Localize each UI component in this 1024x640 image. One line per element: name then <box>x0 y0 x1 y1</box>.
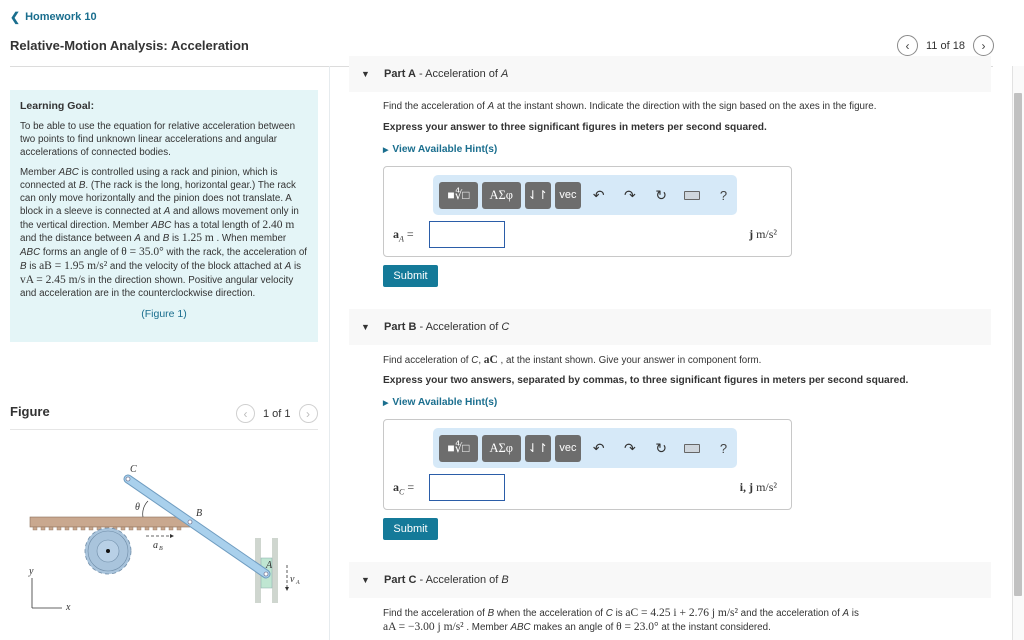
svg-text:x: x <box>66 602 71 613</box>
part-a-instruction: Express your answer to three significant figures in meters per second squared. <box>383 122 767 133</box>
learning-goal-text: To be able to use the equation for relative acceleration between two points to find unknown linear accelerations and angular accelerations of connected bodies. <box>20 121 296 158</box>
part-a-answer-input[interactable] <box>429 221 505 248</box>
collapse-triangle-icon: ▼ <box>361 69 370 79</box>
reset-icon[interactable]: ↻ <box>655 186 667 203</box>
svg-text:C: C <box>130 464 137 475</box>
caret-right-icon: ▶ <box>383 147 389 154</box>
part-a-answer-box <box>383 166 792 257</box>
math-toolbar <box>433 175 737 215</box>
fraction-root-template-button[interactable]: ■∜□ <box>439 182 478 209</box>
scrollbar-thumb[interactable] <box>1014 93 1022 596</box>
vA-value: vA = 2.45 m/s <box>20 273 86 286</box>
part-b-hints-link[interactable]: ▶ View Available Hint(s) <box>383 397 498 408</box>
help-icon[interactable]: ? <box>719 440 728 456</box>
greek-symbols-button[interactable]: ΑΣφ <box>482 435 521 462</box>
figure-pager <box>236 404 318 423</box>
rack-pinion-figure <box>20 450 320 625</box>
collapse-triangle-icon: ▼ <box>361 322 370 332</box>
figure-divider <box>10 429 318 430</box>
problem-counter: 11 of 18 <box>926 39 965 52</box>
vector-button[interactable]: vec <box>555 182 581 209</box>
theta-value: θ = 23.0° <box>616 621 659 633</box>
reset-icon[interactable]: ↻ <box>655 439 667 456</box>
learning-goal-title: Learning Goal: <box>20 100 95 112</box>
theta-value: θ = 35.0° <box>121 246 164 259</box>
part-a-answer-label: $a_A$ = <box>393 227 414 244</box>
previous-figure-button[interactable] <box>236 404 255 423</box>
svg-text:y: y <box>29 566 34 577</box>
next-problem-button[interactable] <box>973 35 994 56</box>
page-title: Relative-Motion Analysis: Acceleration <box>10 38 249 53</box>
svg-text:B: B <box>196 508 203 519</box>
vector-button[interactable]: vec <box>555 435 581 462</box>
part-c-header[interactable] <box>349 562 991 598</box>
subscript-superscript-button[interactable]: ⇃↾ <box>525 182 551 209</box>
undo-icon[interactable]: ↶ <box>592 186 605 203</box>
part-a-unit: j m/s² <box>749 227 777 241</box>
back-link-label: Homework 10 <box>25 11 97 23</box>
learning-goal-panel <box>10 90 318 342</box>
part-b-instruction: Express your two answers, separated by commas, to three significant figures in meters per second squared. <box>383 375 909 386</box>
math-toolbar <box>433 428 737 468</box>
part-b-answer-box <box>383 419 792 510</box>
part-b-title: Part B - Acceleration of C <box>384 321 510 333</box>
problem-pager <box>897 35 994 56</box>
svg-text:v: v <box>290 574 295 585</box>
pinion-gear-icon <box>85 528 131 574</box>
next-figure-button[interactable] <box>299 404 318 423</box>
collapse-triangle-icon: ▼ <box>361 575 370 585</box>
previous-problem-button[interactable] <box>897 35 918 56</box>
part-a-hints-link[interactable]: ▶ View Available Hint(s) <box>383 144 498 155</box>
figure-1-link[interactable]: (Figure 1) <box>141 308 187 321</box>
distance-value: 1.25 m <box>181 232 214 245</box>
chevron-left-icon: ‹ <box>243 406 248 421</box>
aB-value: aB = 1.95 m/s² <box>39 259 108 272</box>
svg-text:a: a <box>153 540 158 551</box>
greek-symbols-button[interactable]: ΑΣφ <box>482 182 521 209</box>
figure-counter: 1 of 1 <box>263 407 291 420</box>
part-b-submit-button[interactable]: Submit <box>383 518 438 540</box>
aA-value: aA = −3.00 j m/s² <box>383 621 464 633</box>
part-b-answer-label: $a_C$ = <box>393 480 415 497</box>
part-a-question: Find the acceleration of A at the instant shown. Indicate the direction with the sign based on the axes in the figure. <box>383 101 877 112</box>
part-b-question: Find acceleration of C, aC , at the instant shown. Give your answer in component form. <box>383 354 762 366</box>
problem-statement: Member ABC is controlled using a rack and pinion, which is connected at B. (The rack is the long, horizontal gear.) The rack can only move horizontally and the pinion does not translate. A block in a sleeve is connected at A and allows movement only in the vertical direction. Member ABC has a total length of 2.40 m and the distance between A and B is 1.25 m . When member ABC forms an angle of θ = 35.0° with the rack, the acceleration of B is aB = 1.95 m/s² and the velocity of the block attached at A is vA = 2.45 m/s in the direction shown. Positive angular velocity and acceleration are in the counterclockwise direction. <box>20 167 307 299</box>
svg-text:B: B <box>159 546 163 552</box>
subscript-superscript-button[interactable]: ⇃↾ <box>525 435 551 462</box>
part-a-header[interactable] <box>349 56 991 92</box>
part-b-unit: i, j m/s² <box>739 480 777 494</box>
redo-icon[interactable]: ↷ <box>624 186 636 203</box>
part-a-title: Part A - Acceleration of A <box>384 68 509 80</box>
keyboard-icon[interactable] <box>679 182 706 209</box>
part-a-submit-button[interactable]: Submit <box>383 265 438 287</box>
fraction-root-template-button[interactable]: ■∜□ <box>439 435 478 462</box>
chevron-left-icon: ‹ <box>905 38 910 53</box>
svg-text:θ: θ <box>135 502 140 513</box>
undo-icon[interactable]: ↶ <box>592 439 605 456</box>
part-c-question-line1: Find the acceleration of B when the acceleration of C is aC = 4.25 i + 2.76 j m/s² and the acceleration of A is <box>383 607 859 619</box>
chevron-right-icon: › <box>981 38 986 53</box>
aC-value: aC = 4.25 i + 2.76 j m/s² <box>625 607 738 619</box>
back-to-homework-link[interactable] <box>10 10 97 24</box>
svg-text:A: A <box>296 580 300 586</box>
svg-text:A: A <box>266 560 273 571</box>
redo-icon[interactable]: ↷ <box>624 439 636 456</box>
part-c-title: Part C - Acceleration of B <box>384 574 509 586</box>
chevron-right-icon: › <box>306 406 311 421</box>
chevron-left-icon: ❮ <box>10 10 21 24</box>
part-b-answer-input[interactable] <box>429 474 505 501</box>
part-b-header[interactable] <box>349 309 991 345</box>
part-c-question-line2: aA = −3.00 j m/s² . Member ABC makes an angle of θ = 23.0° at the instant considered. <box>383 621 771 633</box>
column-divider <box>329 66 330 640</box>
help-icon[interactable]: ? <box>719 187 728 203</box>
keyboard-icon[interactable] <box>679 435 706 462</box>
caret-right-icon: ▶ <box>383 400 389 407</box>
length-value: 2.40 m <box>262 218 295 231</box>
figure-title: Figure <box>10 404 50 419</box>
